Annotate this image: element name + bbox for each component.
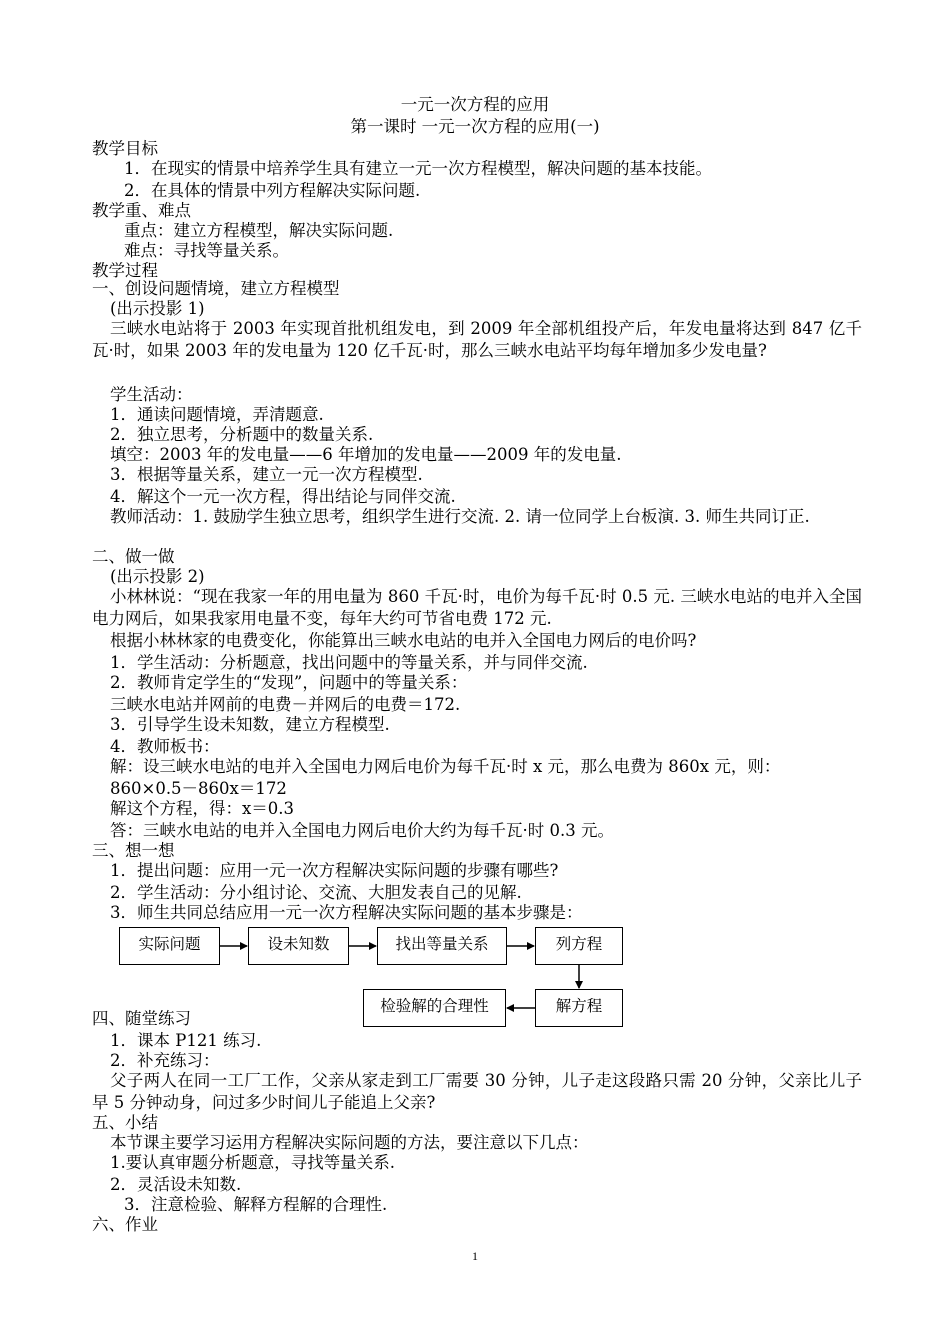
- section-1-projection: (出示投影 1): [110, 299, 205, 318]
- flow-box-check-solution: 检验解的合理性: [363, 989, 506, 1027]
- section-4-step-1: 1．课本 P121 练习.: [110, 1031, 262, 1050]
- section-2-projection: (出示投影 2): [110, 567, 205, 586]
- section-2-answer: 答：三峡水电站的电并入全国电力网后电价大约为每千瓦·时 0.3 元。: [110, 821, 614, 840]
- section-2-step-2: 2．教师肯定学生的“发现”，问题中的等量关系：: [110, 673, 468, 692]
- section-1-step-1: 1．通读问题情境，弄清题意.: [110, 405, 324, 424]
- document-subtitle: 第一课时 一元一次方程的应用(一): [350, 117, 600, 136]
- section-5-intro: 本节课主要学习运用方程解决实际问题的方法，要注意以下几点：: [110, 1133, 589, 1152]
- section-2-quote: 小林林说：“现在我家一年的用电量为 860 千瓦·时，电价为每千瓦·时 0.5 元. 三峡水电站的电并入全国电力网后，如果我家用电量不变，每年大约可节省电费 172 元.: [92, 587, 862, 628]
- flow-box-set-unknown: 设未知数: [248, 927, 349, 965]
- section-3-heading: 三、想一想: [92, 841, 175, 860]
- section-2-equation: 860×0.5－860x＝172: [110, 779, 287, 798]
- section-3-step-2: 2．学生活动：分小组讨论、交流、大胆发表自己的见解.: [110, 883, 522, 902]
- section-5-point-2: 2．灵活设未知数.: [110, 1175, 242, 1194]
- section-1-student-label: 学生活动：: [110, 385, 193, 404]
- section-1-teacher: 教师活动：1. 鼓励学生独立思考，组织学生进行交流. 2. 请一位同学上台板演. 3. 师生共同订正.: [110, 507, 810, 526]
- flow-box-solve-equation: 解方程: [535, 989, 623, 1027]
- section-3-step-1: 1．提出问题：应用一元一次方程解决实际问题的步骤有哪些?: [110, 861, 559, 880]
- section-2-step-4: 4．教师板书：: [110, 737, 220, 756]
- section-5-point-1: 1.要认真审题分析题意，寻找等量关系.: [110, 1153, 395, 1172]
- section-2-solution: 解：设三峡水电站的电并入全国电力网后电价为每千瓦·时 x 元，那么电费为 860x 元，则：: [110, 757, 781, 776]
- section-5-point-3: 3．注意检验、解释方程解的合理性.: [124, 1195, 388, 1214]
- section-2-solve: 解这个方程，得：x＝0.3: [110, 799, 295, 818]
- section-6-heading: 六、作业: [92, 1215, 158, 1234]
- goals-heading: 教学目标: [92, 139, 158, 158]
- section-2-step-3: 3．引导学生设未知数，建立方程模型.: [110, 715, 390, 734]
- section-1-step-4: 4．解这个一元一次方程，得出结论与同伴交流.: [110, 487, 456, 506]
- flow-box-actual-problem: 实际问题: [119, 927, 220, 965]
- section-1-problem: 三峡水电站将于 2003 年实现首批机组发电，到 2009 年全部机组投产后，年发电量将达到 847 亿千瓦·时，如果 2003 年的发电量为 120 亿千瓦·时，那么三峡水电站平均每年增加多少发电量?: [92, 319, 862, 360]
- page-number: 1: [472, 1249, 478, 1263]
- process-heading: 教学过程: [92, 261, 158, 280]
- section-2-heading: 二、做一做: [92, 547, 175, 566]
- goal-item-2: 2．在具体的情景中列方程解决实际问题.: [124, 181, 421, 200]
- section-2-relation: 三峡水电站并网前的电费－并网后的电费＝172.: [110, 695, 461, 714]
- flow-box-write-equation: 列方程: [535, 927, 623, 965]
- section-4-heading: 四、随堂练习: [92, 1009, 191, 1028]
- section-5-heading: 五、小结: [92, 1113, 158, 1132]
- section-2-step-1: 1．学生活动：分析题意，找出问题中的等量关系，并与同伴交流.: [110, 653, 588, 672]
- section-4-problem: 父子两人在同一工厂工作，父亲从家走到工厂需要 30 分钟，儿子走这段路只需 20 分钟，父亲比儿子早 5 分钟动身，问过多少时间儿子能追上父亲?: [92, 1071, 862, 1112]
- goal-item-1: 1．在现实的情景中培养学生具有建立一元一次方程模型，解决问题的基本技能。: [124, 159, 712, 178]
- section-1-step-3: 3．根据等量关系，建立一元一次方程模型.: [110, 465, 423, 484]
- document-title: 一元一次方程的应用: [400, 95, 550, 114]
- flow-box-find-relation: 找出等量关系: [377, 927, 507, 965]
- section-1-step-2: 2．独立思考，分析题中的数量关系.: [110, 425, 374, 444]
- section-1-fill: 填空：2003 年的发电量——6 年增加的发电量——2009 年的发电量.: [110, 445, 622, 464]
- focus-difficulty: 难点：寻找等量关系。: [124, 241, 289, 260]
- section-1-heading: 一、创设问题情境，建立方程模型: [92, 279, 340, 298]
- section-2-question: 根据小林林家的电费变化，你能算出三峡水电站的电并入全国电力网后的电价吗?: [110, 631, 697, 650]
- section-3-step-3: 3．师生共同总结应用一元一次方程解决实际问题的基本步骤是：: [110, 903, 583, 922]
- focus-key-point: 重点：建立方程模型，解决实际问题.: [124, 221, 394, 240]
- focus-heading: 教学重、难点: [92, 201, 191, 220]
- section-4-step-2: 2．补充练习：: [110, 1051, 220, 1070]
